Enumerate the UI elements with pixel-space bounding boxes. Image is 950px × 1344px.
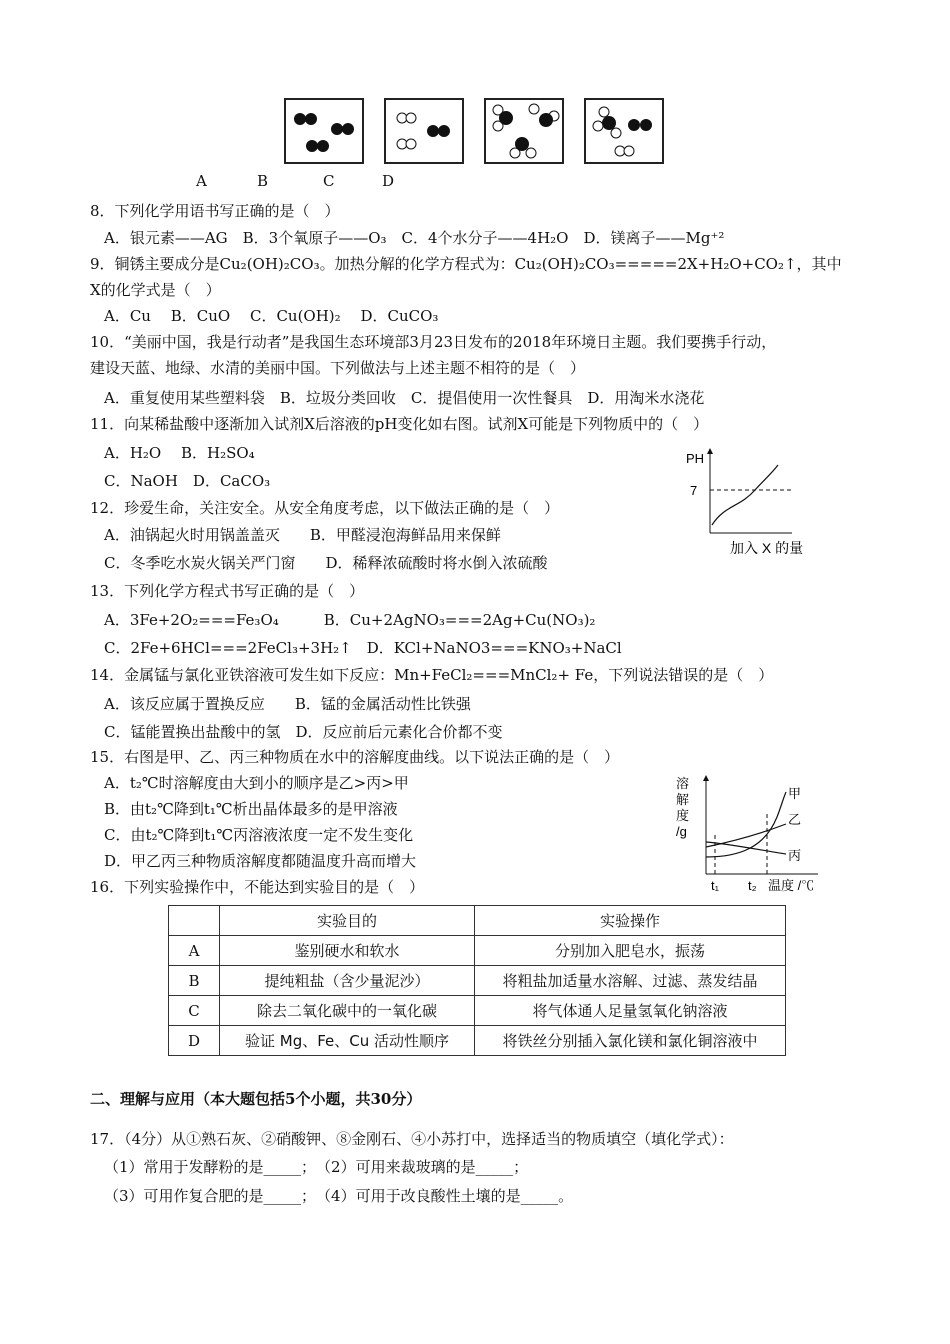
table-cell: 验证 Mg、Fe、Cu 活动性顺序 (220, 1026, 475, 1056)
table-header-cell: 实验目的 (220, 906, 475, 936)
box-b-molecules (397, 113, 450, 149)
sol-y-label-1: 溶 (676, 776, 690, 791)
section-2-heading: 二、理解与应用（本大题包括5个小题，共30分） (90, 1090, 422, 1108)
q15-stem: 15．右图是甲、乙、丙三种物质在水中的溶解度曲线。以下说法正确的是（ ） (90, 748, 620, 766)
q10-stem: 10．“美丽中国，我是行动者”是我国生态环境部3月23日发布的2018年环境日主题。我们要携手行动， (90, 333, 777, 351)
sol-x-label: 温度 /℃ (768, 878, 815, 893)
option-label-c: C (323, 172, 335, 190)
q14-stem: 14．金属锰与氯化亚铁溶液可发生如下反应：Mn+FeCl₂===MnCl₂+ Fe，下列说法错误的是（ ） (90, 666, 774, 684)
option-label-b: B (257, 172, 269, 190)
ph-y-tick: 7 (690, 483, 698, 498)
q11-choices-2: C．NaOH D．CaCO₃ (104, 472, 271, 490)
experiment-table (168, 905, 786, 1056)
q15-choice-c: C．由t₂℃降到t₁℃丙溶液浓度一定不发生变化 (104, 826, 414, 844)
q9-stem-cont: X的化学式是（ ） (90, 281, 221, 299)
table-cell: 除去二氧化碳中的一氧化碳 (220, 996, 475, 1026)
ph-y-label: PH (686, 451, 705, 466)
table-cell: 将铁丝分别插入氯化镁和氯化铜溶液中 (475, 1026, 786, 1056)
ph-graph (680, 445, 820, 560)
q15-choice-a: A．t₂℃时溶解度由大到小的顺序是乙>丙>甲 (104, 774, 409, 792)
sol-y-label-4: /g (676, 824, 687, 839)
box-c-molecules (493, 104, 559, 158)
q14-choices-1: A．该反应属于置换反应 B．锰的金属活动性比铁强 (104, 695, 471, 713)
table-header-cell (169, 906, 220, 936)
q17-stem: 17．（4分）从①熟石灰、②硝酸钾、⑧金刚石、④小苏打中，选择适当的物质填空（填化学式）： (90, 1130, 734, 1148)
q16-stem: 16．下列实验操作中，不能达到实验目的是（ ） (90, 878, 425, 896)
q10-stem-cont: 建设天蓝、地绿、水清的美丽中国。下列做法与上述主题不相符的是（ ） (90, 359, 586, 377)
table-cell: 提纯粗盐（含少量泥沙） (220, 966, 475, 996)
q14-choices-2: C．锰能置换出盐酸中的氢 D．反应前后元素化合价都不变 (104, 723, 503, 741)
q15-choice-d: D．甲乙丙三种物质溶解度都随温度升高而增大 (104, 852, 417, 870)
molecule-diagram (284, 98, 668, 166)
table-row (169, 936, 786, 966)
table-row (169, 966, 786, 996)
q17-line-1: （1）常用于发酵粉的是_____； （2）可用来裁玻璃的是_____； (104, 1158, 529, 1176)
table-cell: C (169, 996, 220, 1026)
curve-bing (706, 842, 786, 854)
table-cell: 将粗盐加适量水溶解、过滤、蒸发结晶 (475, 966, 786, 996)
q8-stem: 8．下列化学用语书写正确的是（ ） (90, 202, 340, 220)
table-cell: 分别加入肥皂水，振荡 (475, 936, 786, 966)
q12-stem: 12．珍爱生命，关注安全。从安全角度考虑，以下做法正确的是（ ） (90, 499, 560, 517)
q17-line-2: （3）可用作复合肥的是_____； （4）可用于改良酸性土壤的是_____。 (104, 1187, 574, 1205)
ph-x-label: 加入 X 的量 (730, 540, 804, 556)
t1-label: t₁ (711, 878, 719, 893)
series-label-jia: 甲 (788, 786, 802, 801)
sol-y-label-2: 解 (676, 792, 690, 807)
q15-choice-b: B．由t₂℃降到t₁℃析出晶体最多的是甲溶液 (104, 800, 398, 818)
table-cell: 鉴别硬水和软水 (220, 936, 475, 966)
table-cell: 将气体通人足量氢氧化钠溶液 (475, 996, 786, 1026)
q13-stem: 13．下列化学方程式书写正确的是（ ） (90, 582, 365, 600)
table-header-row (169, 906, 786, 936)
q10-choices: A．重复使用某些塑料袋 B．垃圾分类回收 C．提倡使用一次性餐具 D．用淘米水浇花 (104, 389, 705, 407)
table-row (169, 996, 786, 1026)
box-a-molecules (294, 113, 354, 152)
option-label-d: D (382, 172, 395, 190)
option-label-a: A (196, 172, 207, 190)
q9-choices: A．Cu B．CuO C．Cu(OH)₂ D．CuCO₃ (104, 307, 439, 325)
q8-choices: A．银元素——AG B．3个氧原子——O₃ C．4个水分子——4H₂O D．镁离子——Mg⁺² (104, 229, 725, 247)
table-cell: D (169, 1026, 220, 1056)
q11-choices-1: A．H₂O B．H₂SO₄ (104, 444, 255, 462)
sol-y-label-3: 度 (676, 808, 690, 823)
table-row (169, 1026, 786, 1056)
q12-choices-1: A．油锅起火时用锅盖盖灭 B．甲醛浸泡海鲜品用来保鲜 (104, 526, 501, 544)
q13-choices-2: C．2Fe+6HCl===2FeCl₃+3H₂↑ D．KCl+NaNO3===KNO₃+NaCl (104, 639, 622, 657)
series-label-yi: 乙 (788, 812, 802, 827)
table-cell: B (169, 966, 220, 996)
q9-stem: 9．铜锈主要成分是Cu₂(OH)₂CO₃。加热分解的化学方程式为：Cu₂(OH)₂CO₃=====2X+H₂O+CO₂↑，其中 (90, 255, 842, 273)
t2-label: t₂ (748, 878, 757, 893)
table-cell: A (169, 936, 220, 966)
q11-stem: 11．向某稀盐酸中逐渐加入试剂X后溶液的pH变化如右图。试剂X可能是下列物质中的（ ） (90, 415, 709, 433)
q13-choices-1: A．3Fe+2O₂===Fe₃O₄ B．Cu+2AgNO₃===2Ag+Cu(NO₃)₂ (104, 611, 596, 629)
molecule-boxes-svg (284, 98, 668, 166)
q12-choices-2: C．冬季吃水炭火锅关严门窗 D．稀释浓硫酸时将水倒入浓硫酸 (104, 554, 548, 572)
ph-curve (712, 465, 778, 525)
solubility-graph (670, 772, 830, 900)
table-header-cell: 实验操作 (475, 906, 786, 936)
series-label-bing: 丙 (788, 848, 802, 863)
box-b (385, 99, 463, 163)
box-d-molecules (593, 107, 652, 156)
